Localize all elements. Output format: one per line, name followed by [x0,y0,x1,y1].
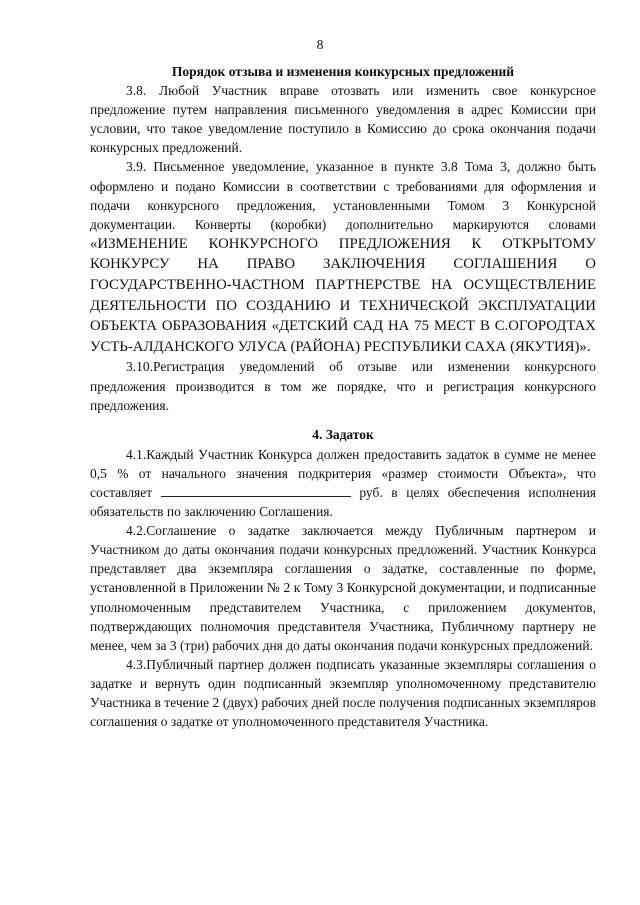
paragraph-3-9-text: 3.9. Письменное уведомление, указанное в пункте 3.8 Тома 3, должно быть оформлено и подано Комиссии в соответствии с требованиями для оформления и подачи конкурсного предложения, установленными Томом 3 Конкурсной документации. Конверты (коробки) дополнительно маркируются словами [90,159,596,232]
section-4-heading: 4. Задаток [312,426,374,442]
section-3-heading: Порядок отзыва и изменения конкурсных предложений [171,64,515,79]
paragraph-4-2: 4.2.Соглашение о задатке заключается между Публичным партнером и Участником до даты окончания подачи конкурсных предложений. Участник Конкурса представляет два экземпляра соглашения о задатке, составленные по форме, установленной в Приложении № 2 к Тому 3 Конкурсной документации, и подписанные уполномоченным представителем Участника, с приложением документов, подтверждающих полномочия представителя Участника, Публичному партнеру не менее, чем за 3 (три) рабочих дня до даты окончания подачи конкурсных предложений. [90,523,596,653]
document-body [90,62,596,731]
envelope-marking-text: «ИЗМЕНЕНИЕ КОНКУРСНОГО ПРЕДЛОЖЕНИЯ К ОТКРЫТОМУ КОНКУРСУ НА ПРАВО ЗАКЛЮЧЕНИЯ СОГЛАШЕНИЯ О ГОСУДАРСТВЕННО-ЧАСТНОМ ПАРТНЕРСТВЕ НА ОСУЩЕСТВЛЕНИЕ ДЕЯТЕЛЬНОСТИ ПО СОЗДАНИЮ И ТЕХНИЧЕСКОЙ ЭКСПЛУАТАЦИИ ОБЪЕКТА ОБРАЗОВАНИЯ «ДЕТСКИЙ САД НА 75 МЕСТ В С.ОГОРОДТАХ УСТЬ-АЛДАНСКОГО УЛУСА (РАЙОНА) РЕСПУБЛИКИ САХА (ЯКУТИЯ)». [90,235,596,355]
paragraph-4-1-text: 4.1.Каждый Участник Конкурса должен предоставить задаток в сумме не менее 0,5 % от начального значения подкритерия «размер стоимости Объекта», что составляет [90,446,596,500]
paragraph-3-9 [90,157,596,357]
paragraph-4-3: 4.3.Публичный партнер должен подписать указанные экземпляры соглашения о задатке и вернуть один подписанный экземпляр уполномоченному представителю Участника в течение 2 (двух) рабочих дней после получения подписанных экземпляров соглашения о задатке от уполномоченного представителя Участника. [90,656,596,730]
paragraph-4-1-text-end: руб. в целях обеспечения исполнения обязательств по заключению Соглашения. [90,484,597,520]
paragraph-4-1 [90,445,596,521]
page-number: 8 [316,37,324,52]
amount-blank-field [161,484,351,497]
paragraph-3-8: 3.8. Любой Участник вправе отозвать или изменить свое конкурсное предложение путем направления письменного уведомления в адрес Комиссии при условии, что такое уведомление поступило в Комиссию до срока окончания подачи конкурсных предложений. [90,83,596,156]
paragraph-3-10: 3.10.Регистрация уведомлений об отзыве или изменении конкурсного предложения производится в том же порядке, что и регистрация конкурсного предложения. [90,359,596,413]
